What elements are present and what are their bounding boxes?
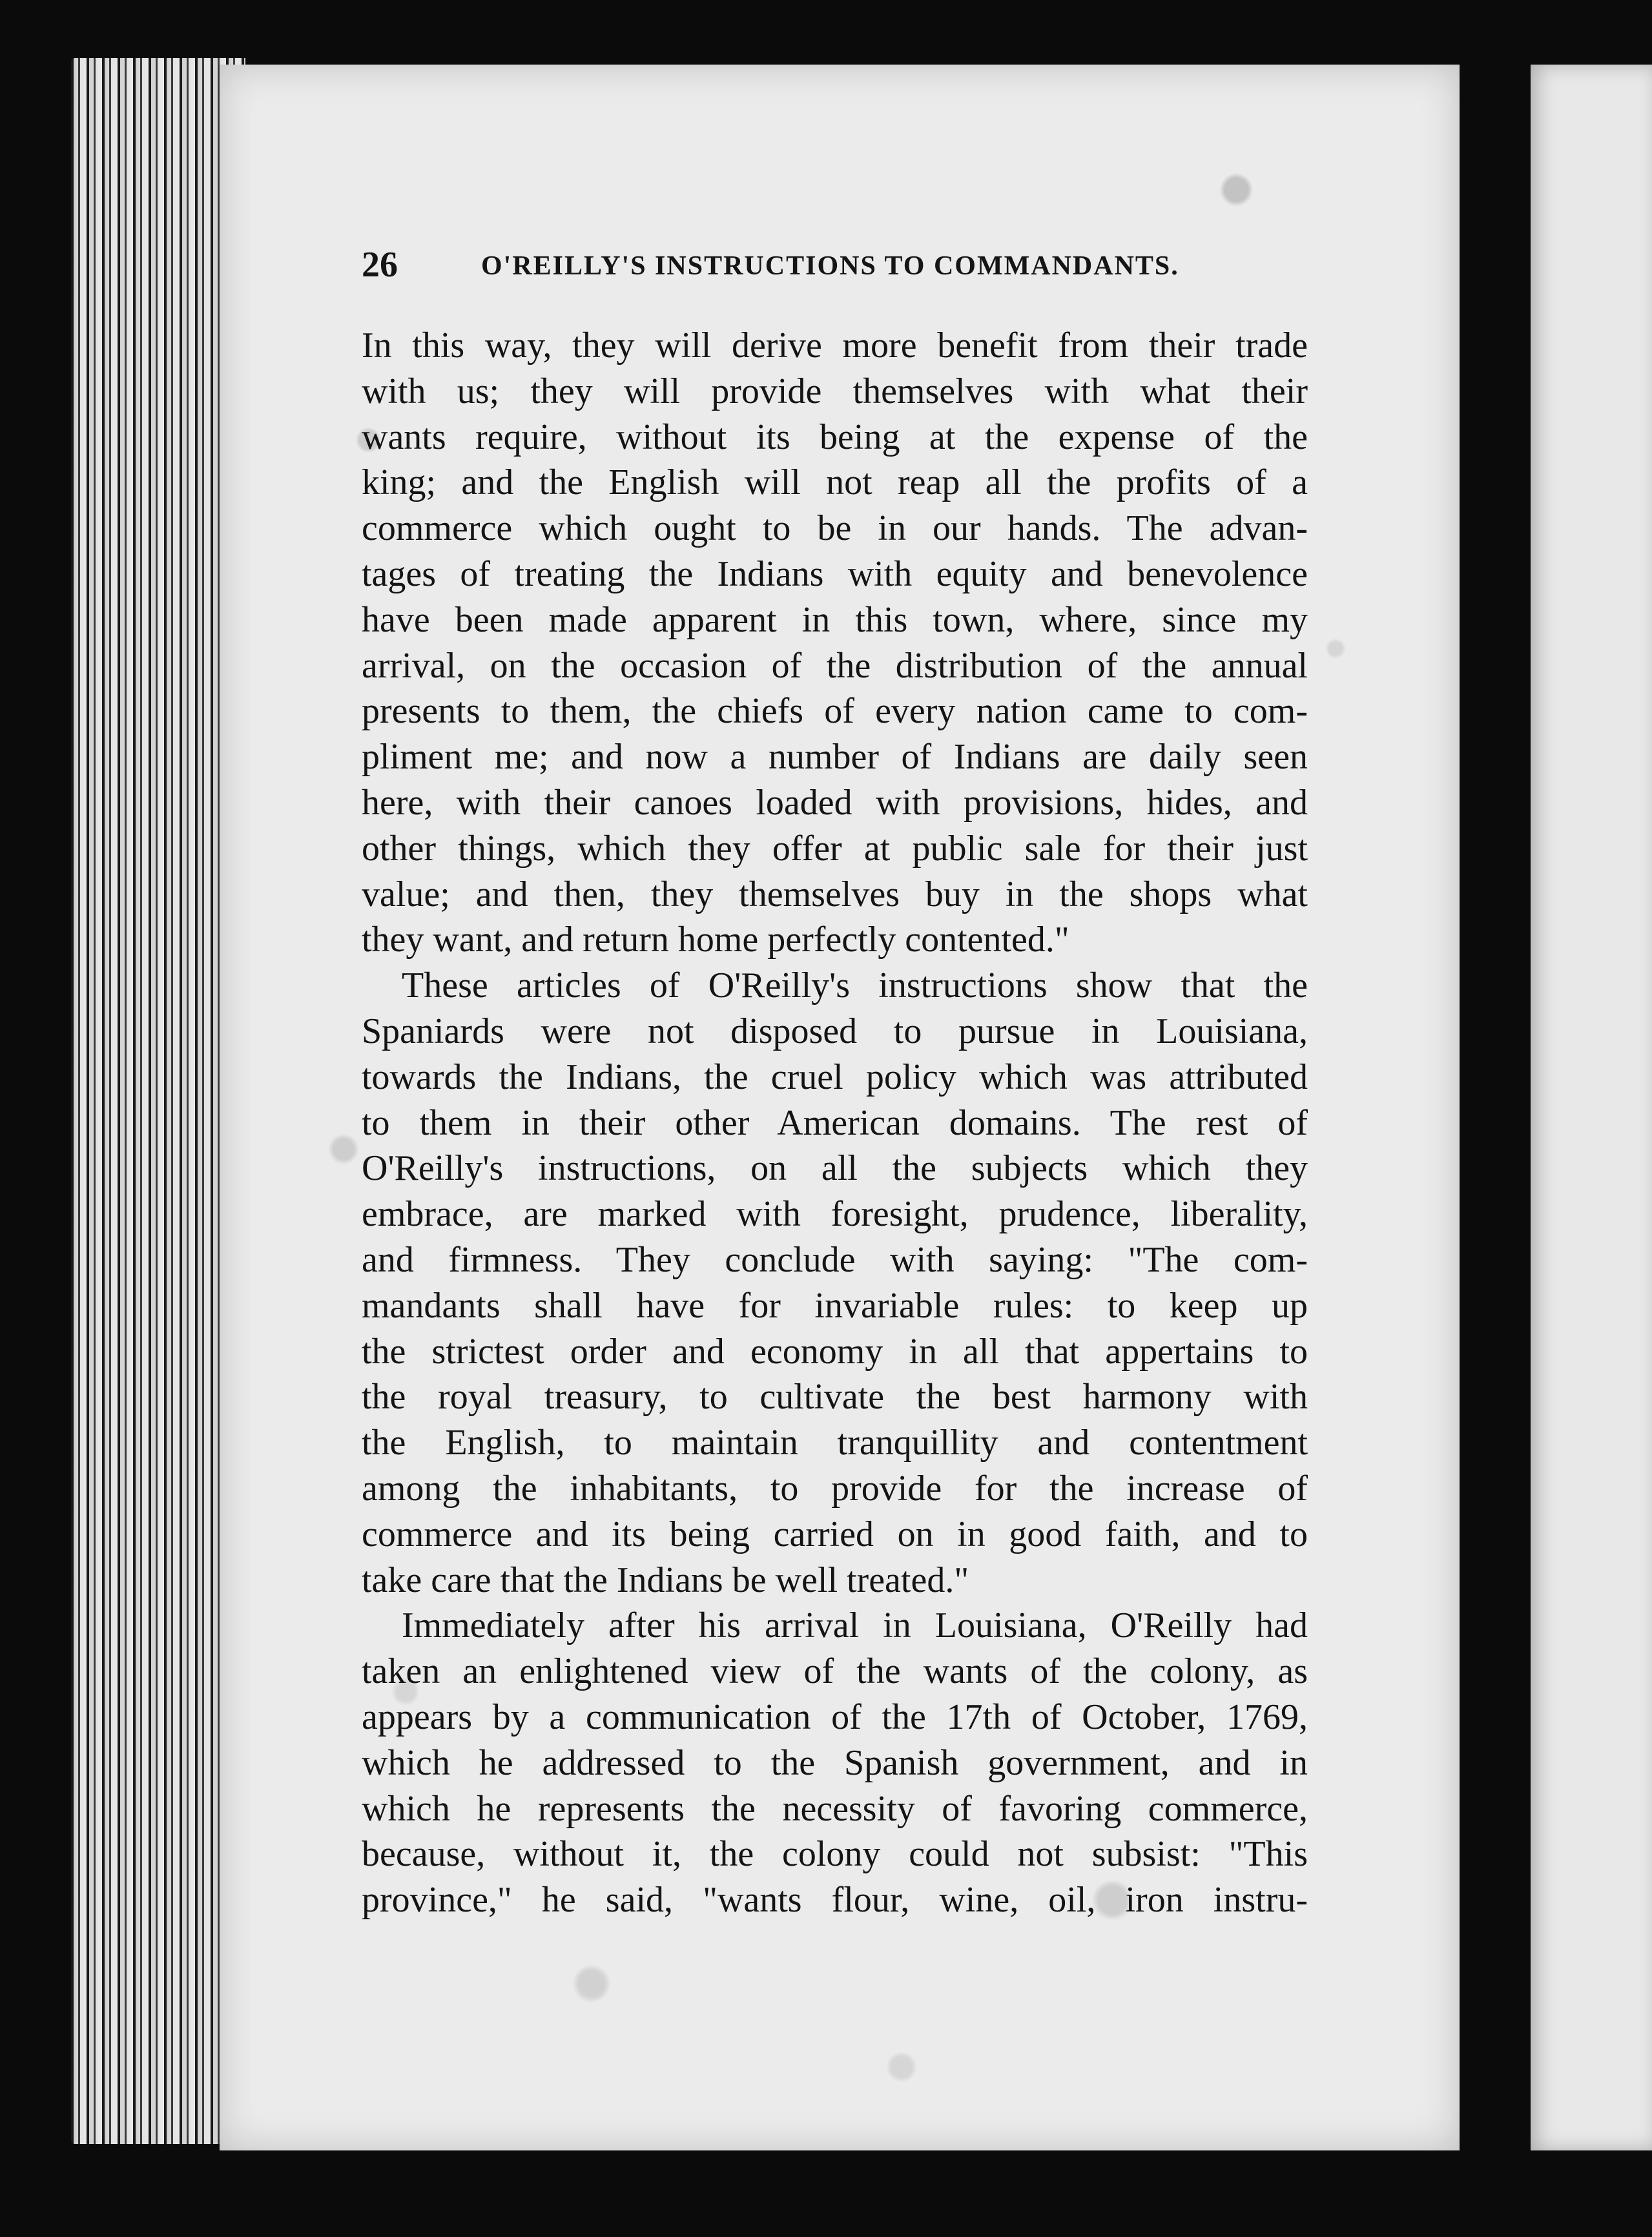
text-line: mandants shall have for invariable rules: to keep up <box>362 1285 1308 1326</box>
text-line: pliment me; and now a number of Indians are daily seen <box>362 737 1308 778</box>
text-line: here, with their canoes loaded with provisions, hides, and <box>362 782 1308 823</box>
text-line: wants require, without its being at the expense of the <box>362 417 1308 457</box>
text-line: value; and then, they themselves buy in the shops what <box>362 874 1308 914</box>
text-line: they want, and return home perfectly contented." <box>362 920 1069 960</box>
facing-page-edge <box>1531 65 1652 2150</box>
body-text <box>362 323 1308 1923</box>
text-line: with us; they will provide themselves with what their <box>362 371 1308 411</box>
text-line: king; and the English will not reap all the profits of a <box>362 462 1308 503</box>
text-line: because, without it, the colony could not subsist: "This <box>362 1834 1308 1875</box>
page-number: 26 <box>362 245 398 285</box>
running-head: O'REILLY'S INSTRUCTIONS TO COMMANDANTS. <box>481 251 1179 281</box>
text-line: other things, which they offer at public sale for their just <box>362 828 1308 869</box>
book-gutter <box>1460 65 1531 2150</box>
text-line: the royal treasury, to cultivate the best harmony with <box>362 1377 1308 1417</box>
text-line: towards the Indians, the cruel policy which was attributed <box>362 1057 1308 1097</box>
text-line: the strictest order and economy in all that appertains to <box>362 1331 1308 1372</box>
text-line: to them in their other American domains. The rest of <box>362 1102 1308 1143</box>
text-line: and firmness. They conclude with saying: "The com- <box>362 1239 1308 1280</box>
text-line: taken an enlightened view of the wants of the colony, as <box>362 1651 1308 1692</box>
text-line: tages of treating the Indians with equity and benevolence <box>362 553 1308 594</box>
text-line: These articles of O'Reilly's instructions show that the <box>402 965 1308 1006</box>
text-line: In this way, they will derive more benefit from their trade <box>362 325 1308 366</box>
page-header <box>362 244 1305 296</box>
text-line: which he addressed to the Spanish government, and in <box>362 1742 1308 1783</box>
text-line: among the inhabitants, to provide for the increase of <box>362 1468 1308 1509</box>
text-line: Spaniards were not disposed to pursue in Louisiana, <box>362 1011 1308 1051</box>
text-line: take care that the Indians be well treated." <box>362 1560 969 1600</box>
text-line: embrace, are marked with foresight, prudence, liberality, <box>362 1194 1308 1235</box>
text-line: commerce which ought to be in our hands. The advan- <box>362 508 1308 549</box>
text-line: O'Reilly's instructions, on all the subjects which they <box>362 1148 1308 1189</box>
text-line: Immediately after his arrival in Louisiana, O'Reilly had <box>402 1605 1308 1646</box>
text-line: the English, to maintain tranquillity and contentment <box>362 1423 1308 1463</box>
text-line: appears by a communication of the 17th of October, 1769, <box>362 1696 1308 1737</box>
text-line: province," he said, "wants flour, wine, oil, iron instru- <box>362 1880 1308 1921</box>
text-line: commerce and its being carried on in good faith, and to <box>362 1514 1308 1554</box>
text-line: arrival, on the occasion of the distribution of the annual <box>362 645 1308 686</box>
text-line: which he represents the necessity of favoring commerce, <box>362 1788 1308 1829</box>
text-line: have been made apparent in this town, where, since my <box>362 599 1308 640</box>
text-line: presents to them, the chiefs of every nation came to com- <box>362 691 1308 732</box>
